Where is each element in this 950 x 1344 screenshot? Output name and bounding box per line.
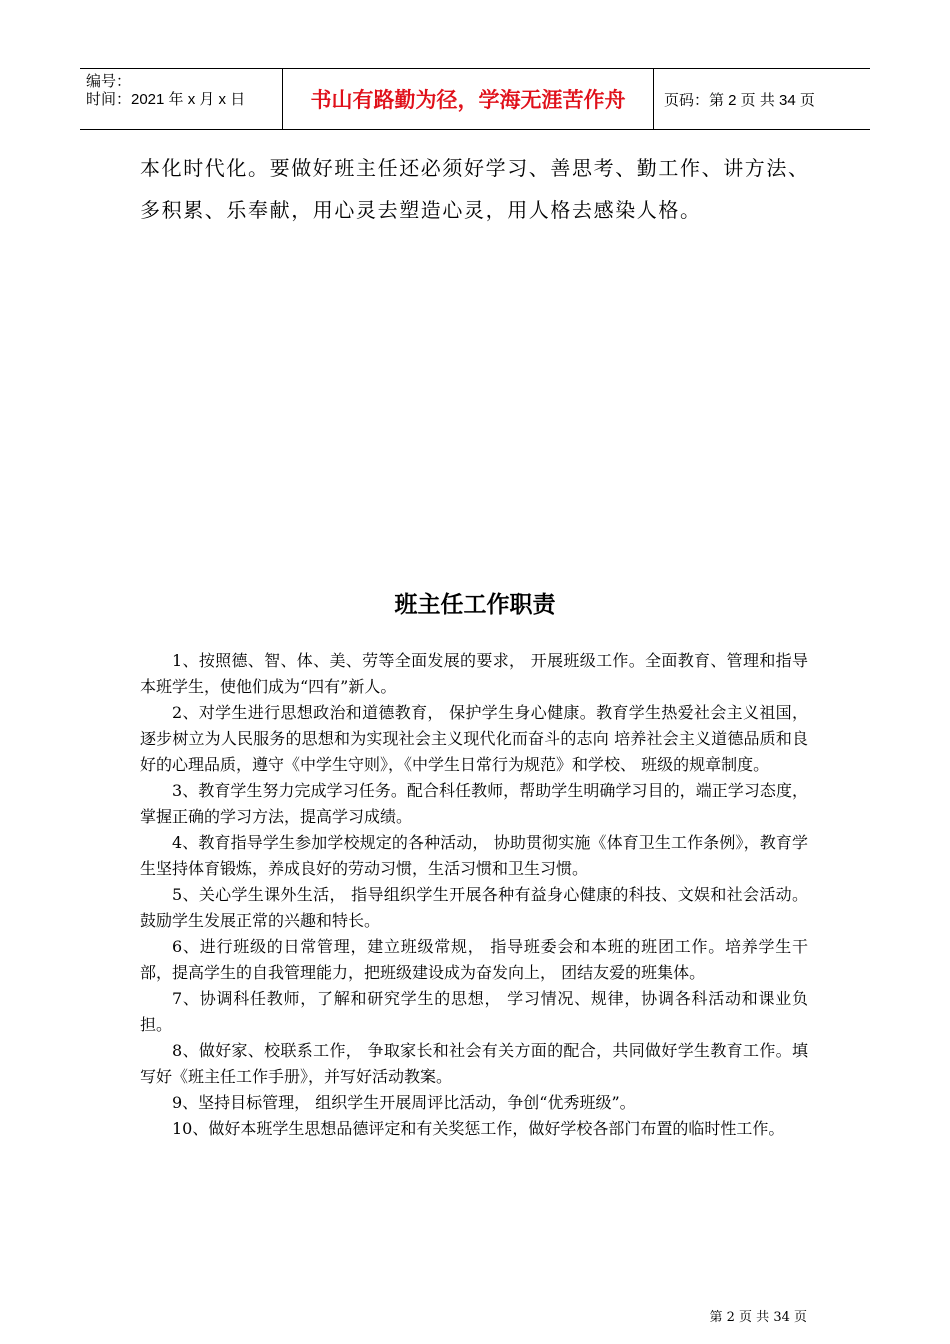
duty-item: 3、教育学生努力完成学习任务。配合科任教师，帮助学生明确学习目的，端正学习态度，掌握正确的学习方法，提高学习成绩。: [140, 781, 808, 826]
document-header: [80, 68, 870, 130]
duty-item: 8、做好家、校联系工作， 争取家长和社会有关方面的配合，共同做好学生教育工作。填写好《班主任工作手册》，并写好活动教案。: [140, 1041, 808, 1086]
section-title: 班主任工作职责: [394, 592, 556, 618]
header-motto: 书山有路勤为径，学海无涯苦作舟: [282, 69, 654, 129]
duty-item: 5、关心学生课外生活， 指导组织学生开展各种有益身心健康的科技、文娱和社会活动。鼓励学生发展正常的兴趣和特长。: [140, 885, 808, 930]
duty-list: [140, 648, 808, 1142]
duty-item: 10、做好本班学生思想品德评定和有关奖惩工作，做好学校各部门布置的临时性工作。: [172, 1119, 785, 1138]
header-page-label: 页码：第 2 页 共 34 页: [664, 91, 815, 109]
continuation-paragraph: 本化时代化。要做好班主任还必须好学习、善思考、勤工作、讲方法、多积累、乐奉献，用心灵去塑造心灵，用人格去感染人格。: [140, 156, 810, 222]
document-date-label: 时间：2021 年 x 月 x 日: [86, 91, 246, 108]
duty-item: 2、对学生进行思想政治和道德教育， 保护学生身心健康。教育学生热爱社会主义祖国，逐步树立为人民服务的思想和为实现社会主义现代化而奋斗的志向 培养社会主义道德品质和良好的心理品质，遵守《中学生守则》，《中学生日常行为规范》和学校、 班级的规章制度。: [140, 703, 808, 774]
header-meta: [80, 69, 282, 129]
duty-item: 4、教育指导学生参加学校规定的各种活动， 协助贯彻实施《体育卫生工作条例》，教育学生坚持体育锻炼，养成良好的劳动习惯，生活习惯和卫生习惯。: [140, 833, 808, 878]
duty-item: 7、协调科任教师，了解和研究学生的思想， 学习情况、规律，协调各科活动和课业负担。: [140, 989, 808, 1034]
duty-item: 9、坚持目标管理， 组织学生开展周评比活动，争创“优秀班级”。: [172, 1093, 636, 1112]
duty-item: 1、按照德、智、体、美、劳等全面发展的要求， 开展班级工作。全面教育、管理和指导本班学生，使他们成为“四有”新人。: [140, 651, 808, 696]
duty-item: 6、进行班级的日常管理，建立班级常规， 指导班委会和本班的班团工作。培养学生干部，提高学生的自我管理能力，把班级建设成为奋发向上， 团结友爱的班集体。: [140, 937, 808, 982]
document-number-label: 编号：: [86, 73, 132, 90]
page-footer: 第 2 页 共 34 页: [709, 1310, 807, 1325]
